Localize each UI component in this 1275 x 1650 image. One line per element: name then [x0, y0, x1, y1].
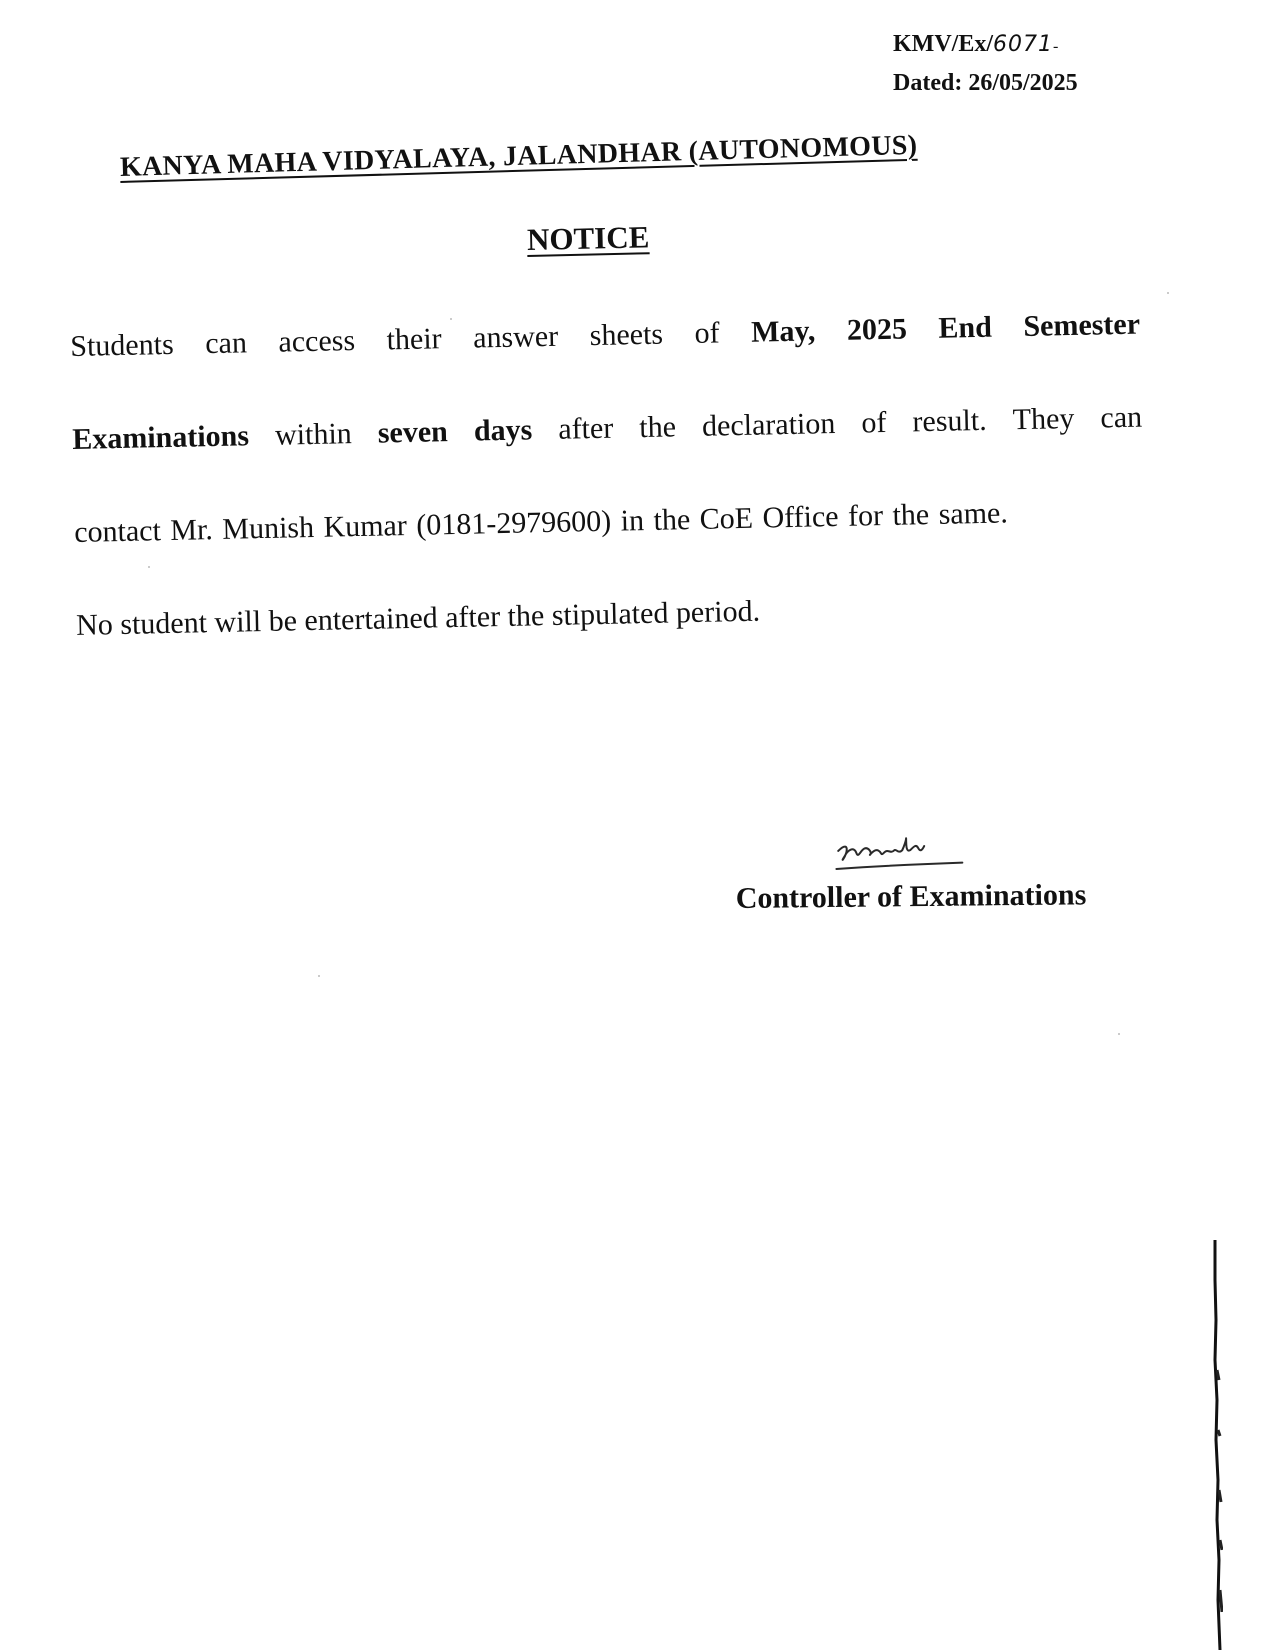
bold-word: seven — [377, 415, 449, 450]
reference-number — [893, 26, 1078, 65]
notice-body — [70, 308, 1148, 702]
reference-handwritten-number: 6071 — [993, 32, 1053, 57]
reference-date: Dated: 26/05/2025 — [893, 70, 1078, 96]
scan-speck — [318, 975, 320, 977]
signatory-title: Controller of Examinations — [735, 878, 1087, 915]
reference-tick: - — [1053, 38, 1059, 55]
bold-word: 2025 — [846, 312, 908, 347]
scan-speck — [450, 318, 452, 320]
reference-block — [893, 26, 1078, 101]
word: can — [204, 326, 248, 361]
word: after — [557, 411, 614, 446]
scan-speck — [1118, 1033, 1120, 1035]
word: of — [861, 405, 887, 440]
word: result. — [912, 403, 987, 439]
reference-prefix: KMV/Ex/ — [893, 31, 993, 57]
notice-heading-text: NOTICE — [526, 219, 650, 257]
signature-icon — [830, 828, 971, 879]
word: the — [638, 410, 677, 445]
word: their — [386, 322, 442, 357]
body-line-4-text: No student will be entertained after the stipulated period. — [75, 594, 761, 642]
handwritten-signature — [830, 828, 971, 879]
signature-block — [735, 826, 1135, 915]
word: within — [274, 417, 353, 452]
college-title-text: KANYA MAHA VIDYALAYA, JALANDHAR (AUTONOMOUS) — [119, 129, 918, 183]
word: They — [1012, 401, 1075, 437]
word: access — [278, 324, 356, 359]
word: answer — [472, 319, 559, 355]
scan-edge-artifact — [1211, 1240, 1217, 1650]
body-line-3-text: contact Mr. Munish Kumar (0181-2979600) in the CoE Office for the same. — [73, 496, 1009, 549]
scan-speck — [1167, 292, 1169, 294]
word: Students — [70, 327, 175, 363]
word: sheets — [589, 317, 664, 353]
bold-word: Semester — [1023, 307, 1141, 344]
college-title — [120, 125, 1083, 184]
scan-speck — [148, 566, 150, 568]
bold-word: End — [938, 310, 993, 345]
scan-edge-icon — [1211, 1240, 1223, 1650]
word: can — [1100, 400, 1143, 435]
bold-word: May, — [750, 314, 816, 349]
bold-word: Examinations — [71, 419, 250, 456]
notice-heading — [527, 219, 650, 258]
word: declaration — [701, 406, 836, 443]
bold-word: days — [473, 413, 533, 448]
word: of — [694, 316, 720, 350]
